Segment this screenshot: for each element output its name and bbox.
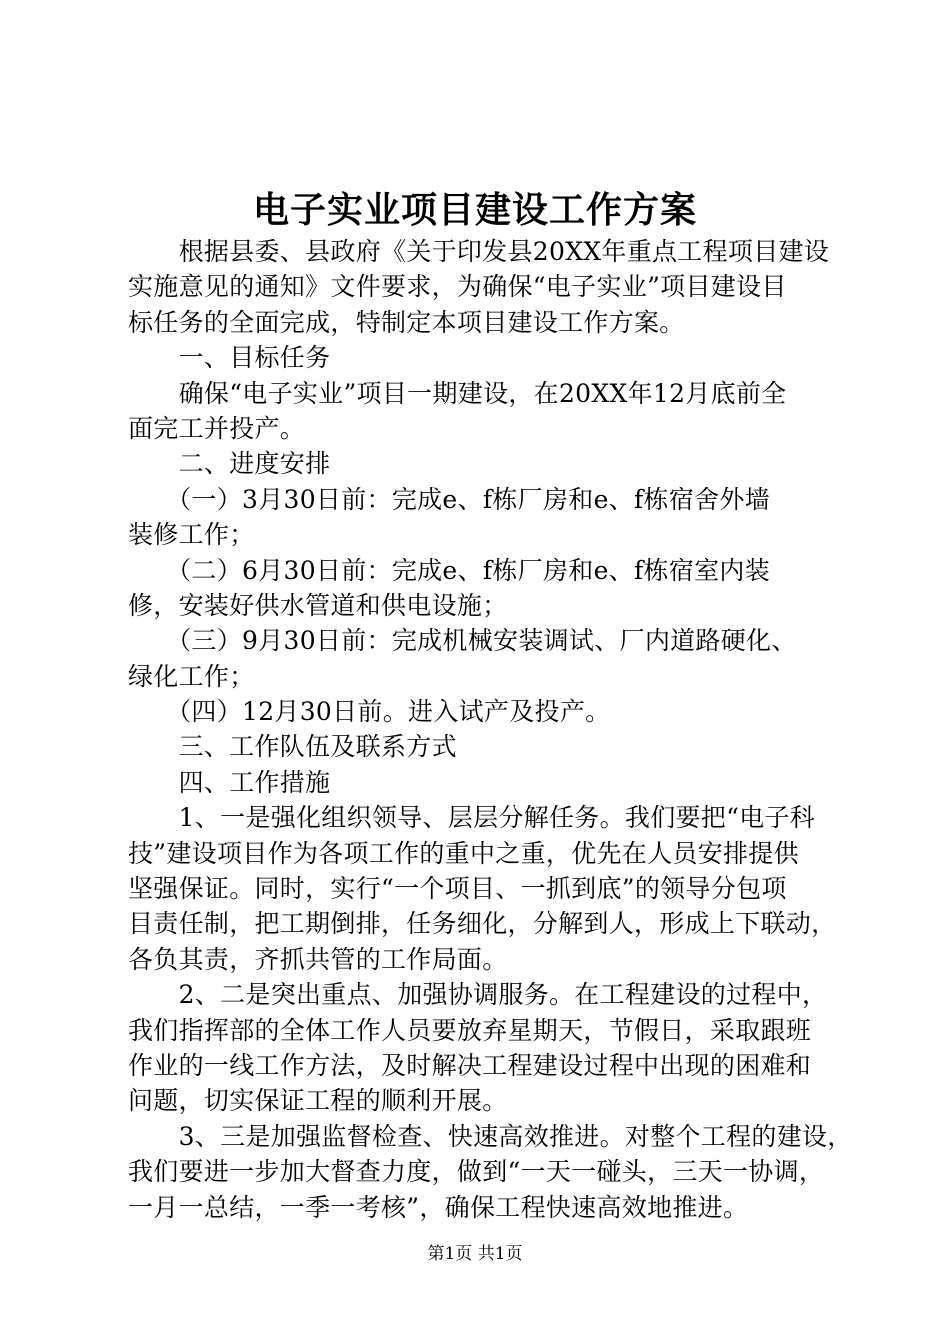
body-line: 四、工作措施 [128, 767, 331, 797]
body-line: 各负其责，齐抓共管的工作局面。 [128, 944, 508, 974]
body-line: 装修工作； [128, 520, 255, 550]
body-line: （四）12月30日前。进入试产及投产。 [128, 697, 611, 727]
body-line: （二）6月30日前：完成e、f栋厂房和e、f栋宿室内装 [128, 555, 771, 585]
body-line: 实施意见的通知》文件要求，为确保“电子实业”项目建设目 [128, 272, 787, 302]
document-body [128, 234, 853, 1225]
body-line: 二、进度安排 [128, 449, 331, 479]
body-line: 技”建设项目作为各项工作的重中之重，优先在人员安排提供 [128, 838, 799, 868]
body-line: 一、目标任务 [128, 343, 331, 373]
body-line: 目责任制，把工期倒排，任务细化，分解到人，形成上下联动， [128, 909, 837, 939]
body-line: 根据县委、县政府《关于印发县20XX年重点工程项目建设 [128, 237, 830, 266]
document-title: 电子实业项目建设工作方案 [252, 189, 697, 231]
body-line: 问题，切实保证工程的顺利开展。 [128, 1086, 508, 1116]
body-line: 我们指挥部的全体工作人员要放弃星期天，节假日，采取跟班 [128, 1015, 812, 1045]
body-line: 确保“电子实业”项目一期建设，在20XX年12月底前全 [128, 378, 787, 408]
page-footer: 第1页 共1页 [427, 1244, 523, 1264]
body-line: 三、工作队伍及联系方式 [128, 732, 457, 762]
body-line: 面完工并投产。 [128, 413, 306, 443]
body-line: 作业的一线工作方法，及时解决工程建设过程中出现的困难和 [128, 1050, 812, 1080]
body-line: （一）3月30日前：完成e、f栋厂房和e、f栋宿舍外墙 [128, 484, 771, 514]
body-line: 绿化工作； [128, 661, 255, 691]
body-line: 修，安装好供水管道和供电设施； [128, 590, 508, 620]
body-line: 3、三是加强监督检查、快速高效推进。对整个工程的建设， [128, 1121, 853, 1151]
body-line: 2、二是突出重点、加强协调服务。在工程建设的过程中， [128, 980, 828, 1010]
body-line: 标任务的全面完成，特制定本项目建设工作方案。 [128, 307, 685, 337]
body-line: 一月一总结，一季一考核”，确保工程快速高效地推进。 [128, 1192, 749, 1222]
body-line: 1、一是强化组织领导、层层分解任务。我们要把“电子科 [128, 803, 816, 833]
body-line: 坚强保证。同时，实行“一个项目、一抓到底”的领导分包项 [128, 874, 787, 904]
body-line: 我们要进一步加大督查力度，做到“一天一碰头，三天一协调， [128, 1157, 825, 1187]
body-line: （三）9月30日前：完成机械安装调试、厂内道路硬化、 [128, 626, 797, 656]
